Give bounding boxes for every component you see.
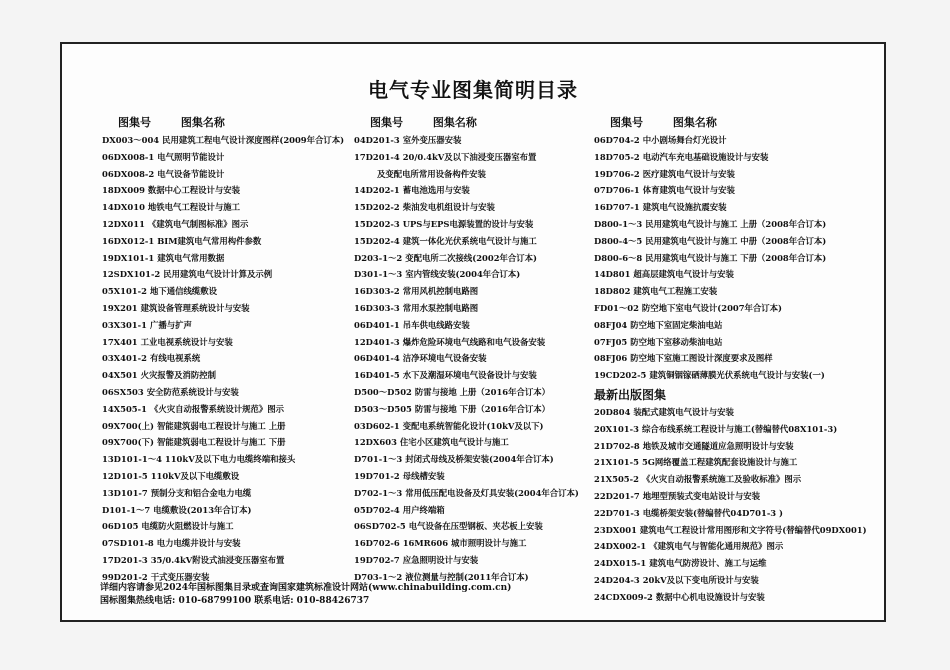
atlas-name: 智能建筑弱电工程设计与施工 下册 — [156, 437, 286, 448]
list-item — [102, 233, 372, 250]
atlas-name: 室内管线安装(2004年合订本) — [405, 269, 521, 280]
atlas-name: 防空地下室移动柴油电站 — [630, 336, 723, 347]
atlas-name: 常用风机控制电路图 — [402, 286, 479, 297]
atlas-name: 应急照明设计与安装 — [402, 554, 479, 565]
list-item — [354, 149, 604, 166]
atlas-name: 工业电视系统设计与安装 — [140, 336, 233, 347]
atlas-name: 《建筑电气与智能化通用规范》图示 — [649, 541, 784, 552]
atlas-name: 民用建筑工程电气设计深度图样(2009年合订本) — [162, 135, 345, 145]
atlas-code: 05D702-4 — [354, 504, 400, 515]
atlas-code: 17D201-3 — [102, 554, 148, 565]
atlas-name: 电缆桥架安装(替编替代04D701-3 ) — [642, 507, 783, 518]
list-item — [102, 166, 372, 183]
list-item — [102, 502, 372, 519]
list-item — [594, 300, 874, 317]
list-item — [354, 182, 604, 199]
atlas-code: 09X700(上) — [102, 420, 154, 431]
list-item — [594, 132, 874, 149]
list-item — [594, 538, 874, 555]
list-item — [102, 451, 372, 468]
atlas-name: 常用水泵控制电路图 — [402, 302, 479, 313]
atlas-name: BIM建筑电气常用构件参数 — [157, 235, 262, 246]
list-item — [594, 199, 874, 216]
atlas-code: 09X700(下) — [102, 437, 154, 448]
atlas-code: 17D201-4 — [354, 151, 400, 162]
atlas-code: 06D704-2 — [594, 135, 640, 145]
atlas-code: 06DX008-2 — [102, 168, 155, 179]
atlas-name: 建筑电气工程施工安装 — [633, 286, 718, 297]
atlas-code: 23DX001 — [594, 524, 637, 535]
atlas-name: 体育建筑电气设计与安装 — [642, 185, 735, 196]
atlas-code: 12D101-5 — [102, 470, 148, 481]
atlas-code: D702-1～3 — [354, 487, 403, 498]
entry-list-2 — [354, 132, 604, 586]
list-item — [102, 552, 372, 569]
atlas-name: 装配式建筑电气设计与安装 — [633, 406, 734, 417]
header-name: 图集名称 — [180, 116, 225, 129]
atlas-code: D503～D505 — [354, 403, 412, 414]
atlas-name: 地铁及城市交通隧道应急照明设计与安装 — [642, 440, 794, 451]
atlas-name: 《建筑电气制图标准》图示 — [147, 218, 249, 229]
atlas-code: D800-6～8 — [594, 252, 643, 263]
atlas-code: 18D705-2 — [594, 151, 640, 162]
list-item — [102, 434, 372, 451]
list-item — [102, 317, 372, 334]
atlas-code: 21X505-2 — [594, 474, 639, 485]
list-item — [102, 518, 372, 535]
atlas-code: 19CD202-5 — [594, 370, 647, 381]
list-item — [102, 199, 372, 216]
list-item — [102, 367, 372, 384]
atlas-code: 24D204-3 — [594, 574, 640, 585]
list-item — [594, 317, 874, 334]
atlas-name: 安全防范系统设计与安装 — [146, 386, 239, 397]
catalog-frame — [60, 42, 886, 622]
atlas-name: 地铁电气工程设计与施工 — [147, 202, 241, 213]
list-item — [102, 401, 372, 418]
atlas-name: 35/0.4kV附设式油浸变压器室布置 — [150, 554, 285, 565]
list-item — [102, 485, 372, 502]
atlas-name: 20/0.4kV及以下油浸变压器室布置 — [402, 151, 537, 162]
atlas-code: D101-1～7 — [102, 504, 151, 515]
atlas-code: D800-4～5 — [594, 235, 643, 246]
list-item — [354, 216, 604, 233]
list-item — [594, 471, 874, 488]
list-item — [354, 485, 604, 502]
atlas-name: 20kV及以下变电所设计与安装 — [642, 574, 759, 585]
atlas-code: 15D202-2 — [354, 202, 400, 213]
list-item — [354, 283, 604, 300]
atlas-name: 室外变压器安装 — [402, 135, 462, 145]
atlas-code: 16D707-1 — [594, 202, 640, 213]
atlas-code: 08FJ04 — [594, 319, 628, 330]
atlas-name: 建筑铜铟镓硒薄膜光伏系统电气设计与安装(一) — [649, 370, 825, 381]
atlas-name: 有线电视系统 — [149, 353, 201, 364]
list-item — [102, 300, 372, 317]
atlas-code: 06SD702-5 — [354, 521, 406, 532]
atlas-code: 14D202-1 — [354, 185, 400, 196]
list-item — [594, 367, 874, 384]
column-header — [102, 114, 372, 128]
atlas-name: 蓄电池选用与安装 — [402, 185, 470, 196]
atlas-code: 21X101-5 — [594, 457, 639, 468]
list-item — [354, 334, 604, 351]
list-item — [102, 535, 372, 552]
list-item — [354, 250, 604, 267]
atlas-code: D203-1～2 — [354, 252, 403, 263]
atlas-name: 防空地下室固定柴油电站 — [630, 319, 723, 330]
header-code: 图集号 — [610, 116, 643, 129]
list-item — [594, 404, 874, 421]
atlas-name: 5G网络覆盖工程建筑配套设施设计与施工 — [641, 457, 798, 468]
list-item — [102, 266, 372, 283]
atlas-name: 民用建筑电气设计计算及示例 — [163, 269, 273, 280]
list-item — [354, 199, 604, 216]
atlas-code: 05X101-2 — [102, 286, 147, 297]
atlas-name: 建筑电气设施抗震安装 — [642, 202, 727, 213]
atlas-name: 中小剧场舞台灯光设计 — [642, 135, 727, 145]
atlas-code: 16D303-2 — [354, 286, 400, 297]
atlas-code: 16D303-3 — [354, 302, 400, 313]
list-item — [102, 149, 372, 166]
list-item — [354, 166, 604, 183]
list-item — [594, 505, 874, 522]
list-item — [594, 488, 874, 505]
atlas-code: 03X401-2 — [102, 353, 147, 364]
list-item — [102, 283, 372, 300]
atlas-name: 民用建筑电气设计与施工 上册（2008年合订本) — [645, 218, 827, 229]
atlas-code: 24DX015-1 — [594, 558, 647, 569]
list-item — [354, 552, 604, 569]
list-item — [102, 350, 372, 367]
atlas-code: 04D201-3 — [354, 135, 400, 145]
atlas-code: 12D401-3 — [354, 336, 400, 347]
list-item — [594, 250, 874, 267]
new-section-title: 最新出版图集 — [594, 387, 667, 402]
atlas-name: 数据中心工程设计与安装 — [147, 185, 241, 196]
atlas-code: 22D701-3 — [594, 507, 640, 518]
atlas-name: 民用建筑电气设计与施工 中册（2008年合订本) — [645, 235, 827, 246]
list-item — [354, 266, 604, 283]
atlas-name: 110kV及以下电缆敷设 — [150, 470, 240, 481]
atlas-name: 电气设备节能设计 — [157, 168, 225, 179]
atlas-code: 14DX010 — [102, 202, 145, 213]
atlas-code: 14X505-1 — [102, 403, 147, 414]
list-item — [594, 589, 874, 606]
atlas-name: 变配电系统智能化设计(10kV及以下) — [402, 420, 544, 431]
list-item — [594, 233, 874, 250]
atlas-name: 预制分支和铝合金电力电缆 — [150, 487, 252, 498]
atlas-name: 地下通信线缆敷设 — [149, 286, 217, 297]
atlas-code: D500～D502 — [354, 386, 412, 397]
list-item — [594, 454, 874, 471]
atlas-name: 水下及潮湿环境电气设备设计与安装 — [402, 370, 537, 381]
atlas-name: 民用建筑电气设计与施工 下册（2008年合订本) — [645, 252, 827, 263]
atlas-name: 电动汽车充电基础设施设计与安装 — [642, 151, 769, 162]
list-item — [102, 216, 372, 233]
atlas-code: 15D202-3 — [354, 218, 400, 229]
atlas-name: 吊车供电线路安装 — [402, 319, 470, 330]
column-2 — [354, 114, 604, 586]
atlas-code: 19D701-2 — [354, 470, 400, 481]
atlas-code: 08FJ06 — [594, 353, 628, 364]
list-item — [354, 434, 604, 451]
atlas-name: 干式变压器安装 — [150, 571, 210, 582]
atlas-name: 地埋型预装式变电站设计与安装 — [642, 490, 760, 501]
atlas-code: 03X301-1 — [102, 319, 147, 330]
atlas-name: 常用低压配电设备及灯具安装(2004年合订本) — [405, 487, 579, 498]
list-item — [594, 266, 874, 283]
list-item — [594, 166, 874, 183]
footer — [100, 582, 511, 608]
atlas-code: 16DX012-1 — [102, 235, 155, 246]
column-header — [594, 114, 874, 128]
header-name: 图集名称 — [432, 116, 477, 129]
list-item — [594, 555, 874, 572]
list-item — [354, 350, 604, 367]
atlas-code: 20X101-3 — [594, 423, 639, 434]
atlas-name: 综合布线系统工程设计与施工(替编替代08X101-3) — [641, 423, 838, 434]
entry-list-new — [594, 404, 874, 606]
atlas-code: 07FJ05 — [594, 336, 628, 347]
atlas-name: 智能建筑弱电工程设计与施工 上册 — [156, 420, 286, 431]
list-item — [594, 149, 874, 166]
atlas-code: 06SX503 — [102, 386, 144, 397]
atlas-code: 19D702-7 — [354, 554, 400, 565]
list-item — [102, 132, 372, 149]
atlas-code: 04X501 — [102, 370, 138, 381]
atlas-code: 21D702-8 — [594, 440, 640, 451]
atlas-name: 防雷与接地 下册（2016年合订本） — [414, 403, 550, 414]
atlas-code: DX003～004 — [102, 135, 160, 145]
atlas-code: 06D105 — [102, 521, 139, 532]
atlas-name: 火灾报警及消防控制 — [140, 370, 217, 381]
list-item — [594, 572, 874, 589]
list-item — [102, 334, 372, 351]
footer-note: 详细内容请参见2024年国标图集目录或查询国家建筑标准设计网站(www.chinabuilding.com.cn) — [100, 583, 512, 593]
list-item — [354, 367, 604, 384]
atlas-code: D701-1～3 — [354, 454, 403, 465]
atlas-name: 防雷与接地 上册（2016年合订本） — [414, 386, 550, 397]
atlas-name: 电力电缆井设计与安装 — [156, 538, 241, 549]
atlas-code: 06D401-4 — [354, 353, 400, 364]
list-item — [102, 418, 372, 435]
atlas-name: 电气设备在压型钢板、夹芯板上安装 — [408, 521, 543, 532]
atlas-code: 18DX009 — [102, 185, 145, 196]
atlas-name: 建筑电气常用数据 — [157, 252, 225, 263]
atlas-name: 建筑电气防涝设计、施工与运维 — [649, 558, 767, 569]
atlas-code: 17X401 — [102, 336, 138, 347]
list-item — [594, 182, 874, 199]
list-item — [354, 518, 604, 535]
list-item — [354, 535, 604, 552]
atlas-code: 20D804 — [594, 406, 631, 417]
atlas-code: 03D602-1 — [354, 420, 400, 431]
list-item — [594, 283, 874, 300]
footer-contact: 国标图集热线电话: 010-68799100 联系电话: 010-88426737 — [100, 596, 370, 606]
atlas-code: 07D706-1 — [594, 185, 640, 196]
atlas-code: D301-1～3 — [354, 269, 403, 280]
atlas-name: 封闭式母线及桥架安装(2004年合订本) — [405, 454, 554, 465]
list-item — [354, 502, 604, 519]
list-item — [354, 401, 604, 418]
atlas-code: 16D401-5 — [354, 370, 400, 381]
header-code: 图集号 — [370, 116, 403, 129]
atlas-name: 防空地下室施工图设计深度要求及图样 — [630, 353, 773, 364]
atlas-name: 洁净环境电气设备安装 — [402, 353, 487, 364]
atlas-code: 19D706-2 — [594, 168, 640, 179]
header-code: 图集号 — [118, 116, 151, 129]
entry-list-3 — [594, 132, 874, 384]
atlas-name: 数据中心机电设施设计与安装 — [655, 591, 765, 602]
atlas-name: 住宅小区建筑电气设计与施工 — [399, 437, 509, 448]
atlas-code: 06D401-1 — [354, 319, 400, 330]
list-item — [354, 132, 604, 149]
atlas-code: 19X201 — [102, 302, 138, 313]
atlas-code: 16D702-6 — [354, 538, 400, 549]
atlas-name: 电缆防火阻燃设计与施工 — [141, 521, 234, 532]
list-item — [354, 468, 604, 485]
column-header — [354, 114, 604, 128]
atlas-name: 液位测量与控制(2011年合订本) — [405, 571, 529, 582]
atlas-name: 建筑电气工程设计常用图形和文字符号(替编替代09DX001) — [639, 524, 867, 535]
list-item — [102, 384, 372, 401]
atlas-name: 《火灾自动报警系统施工及验收标准》图示 — [641, 474, 802, 485]
atlas-code: 15D202-4 — [354, 235, 400, 246]
column-1 — [102, 114, 372, 586]
atlas-name: 建筑设备管理系统设计与安装 — [140, 302, 250, 313]
atlas-name: 用户终端箱 — [402, 504, 445, 515]
list-item — [594, 438, 874, 455]
atlas-name: 母线槽安装 — [402, 470, 445, 481]
atlas-code: 24DX002-1 — [594, 541, 647, 552]
atlas-name: 柴油发电机组设计与安装 — [402, 202, 495, 213]
list-item — [354, 451, 604, 468]
list-item — [354, 300, 604, 317]
column-3 — [594, 114, 874, 606]
atlas-code: 07SD101-8 — [102, 538, 154, 549]
atlas-code: 22D201-7 — [594, 490, 640, 501]
atlas-code: 13D101-1～4 — [102, 454, 162, 465]
list-item — [354, 317, 604, 334]
atlas-name: 防空地下室电气设计(2007年合订本) — [641, 302, 783, 313]
header-name: 图集名称 — [672, 116, 717, 129]
list-item — [594, 216, 874, 233]
list-item — [102, 468, 372, 485]
atlas-code: 12SDX101-2 — [102, 269, 161, 280]
atlas-code: 06DX008-1 — [102, 151, 155, 162]
atlas-name: 广播与扩声 — [149, 319, 192, 330]
atlas-name: 16MR606 城市照明设计与施工 — [402, 538, 527, 549]
atlas-code: 18D802 — [594, 286, 631, 297]
atlas-name: 爆炸危险环境电气线路和电气设备安装 — [402, 336, 546, 347]
page-title: 电气专业图集简明目录 — [368, 78, 578, 102]
list-item — [102, 182, 372, 199]
atlas-name: 电缆敷设(2013年合订本) — [153, 504, 252, 515]
atlas-code: 19DX101-1 — [102, 252, 155, 263]
list-item — [354, 233, 604, 250]
atlas-code: 13D101-7 — [102, 487, 148, 498]
list-item — [354, 418, 604, 435]
atlas-name: 《火灾自动报警系统设计规范》图示 — [149, 403, 284, 414]
atlas-code: D703-1～2 — [354, 571, 403, 582]
atlas-name: 超高层建筑电气设计与安装 — [633, 269, 734, 280]
atlas-name: UPS与EPS电源装置的设计与安装 — [402, 218, 534, 229]
atlas-code: 14D801 — [594, 269, 631, 280]
list-item — [354, 384, 604, 401]
atlas-name: 及变配电所常用设备构件安装 — [377, 168, 486, 179]
atlas-name: 建筑一体化光伏系统电气设计与施工 — [402, 235, 537, 246]
list-item — [594, 522, 874, 539]
list-item — [594, 334, 874, 351]
list-item — [102, 250, 372, 267]
atlas-name: 电气照明节能设计 — [157, 151, 225, 162]
list-item — [594, 421, 874, 438]
atlas-code: 24CDX009-2 — [594, 591, 653, 602]
entry-list-1 — [102, 132, 372, 586]
atlas-code: FD01～02 — [594, 302, 639, 313]
atlas-name: 110kV及以下电力电缆终端和接头 — [164, 454, 296, 465]
atlas-name: 变配电所二次接线(2002年合订本) — [405, 252, 537, 263]
atlas-code: 12DX011 — [102, 218, 145, 229]
list-item — [594, 350, 874, 367]
atlas-name: 医疗建筑电气设计与安装 — [642, 168, 735, 179]
atlas-code: D800-1～3 — [594, 218, 643, 229]
atlas-code: 12DX603 — [354, 437, 397, 448]
atlas-code: 99D201-2 — [102, 571, 148, 582]
